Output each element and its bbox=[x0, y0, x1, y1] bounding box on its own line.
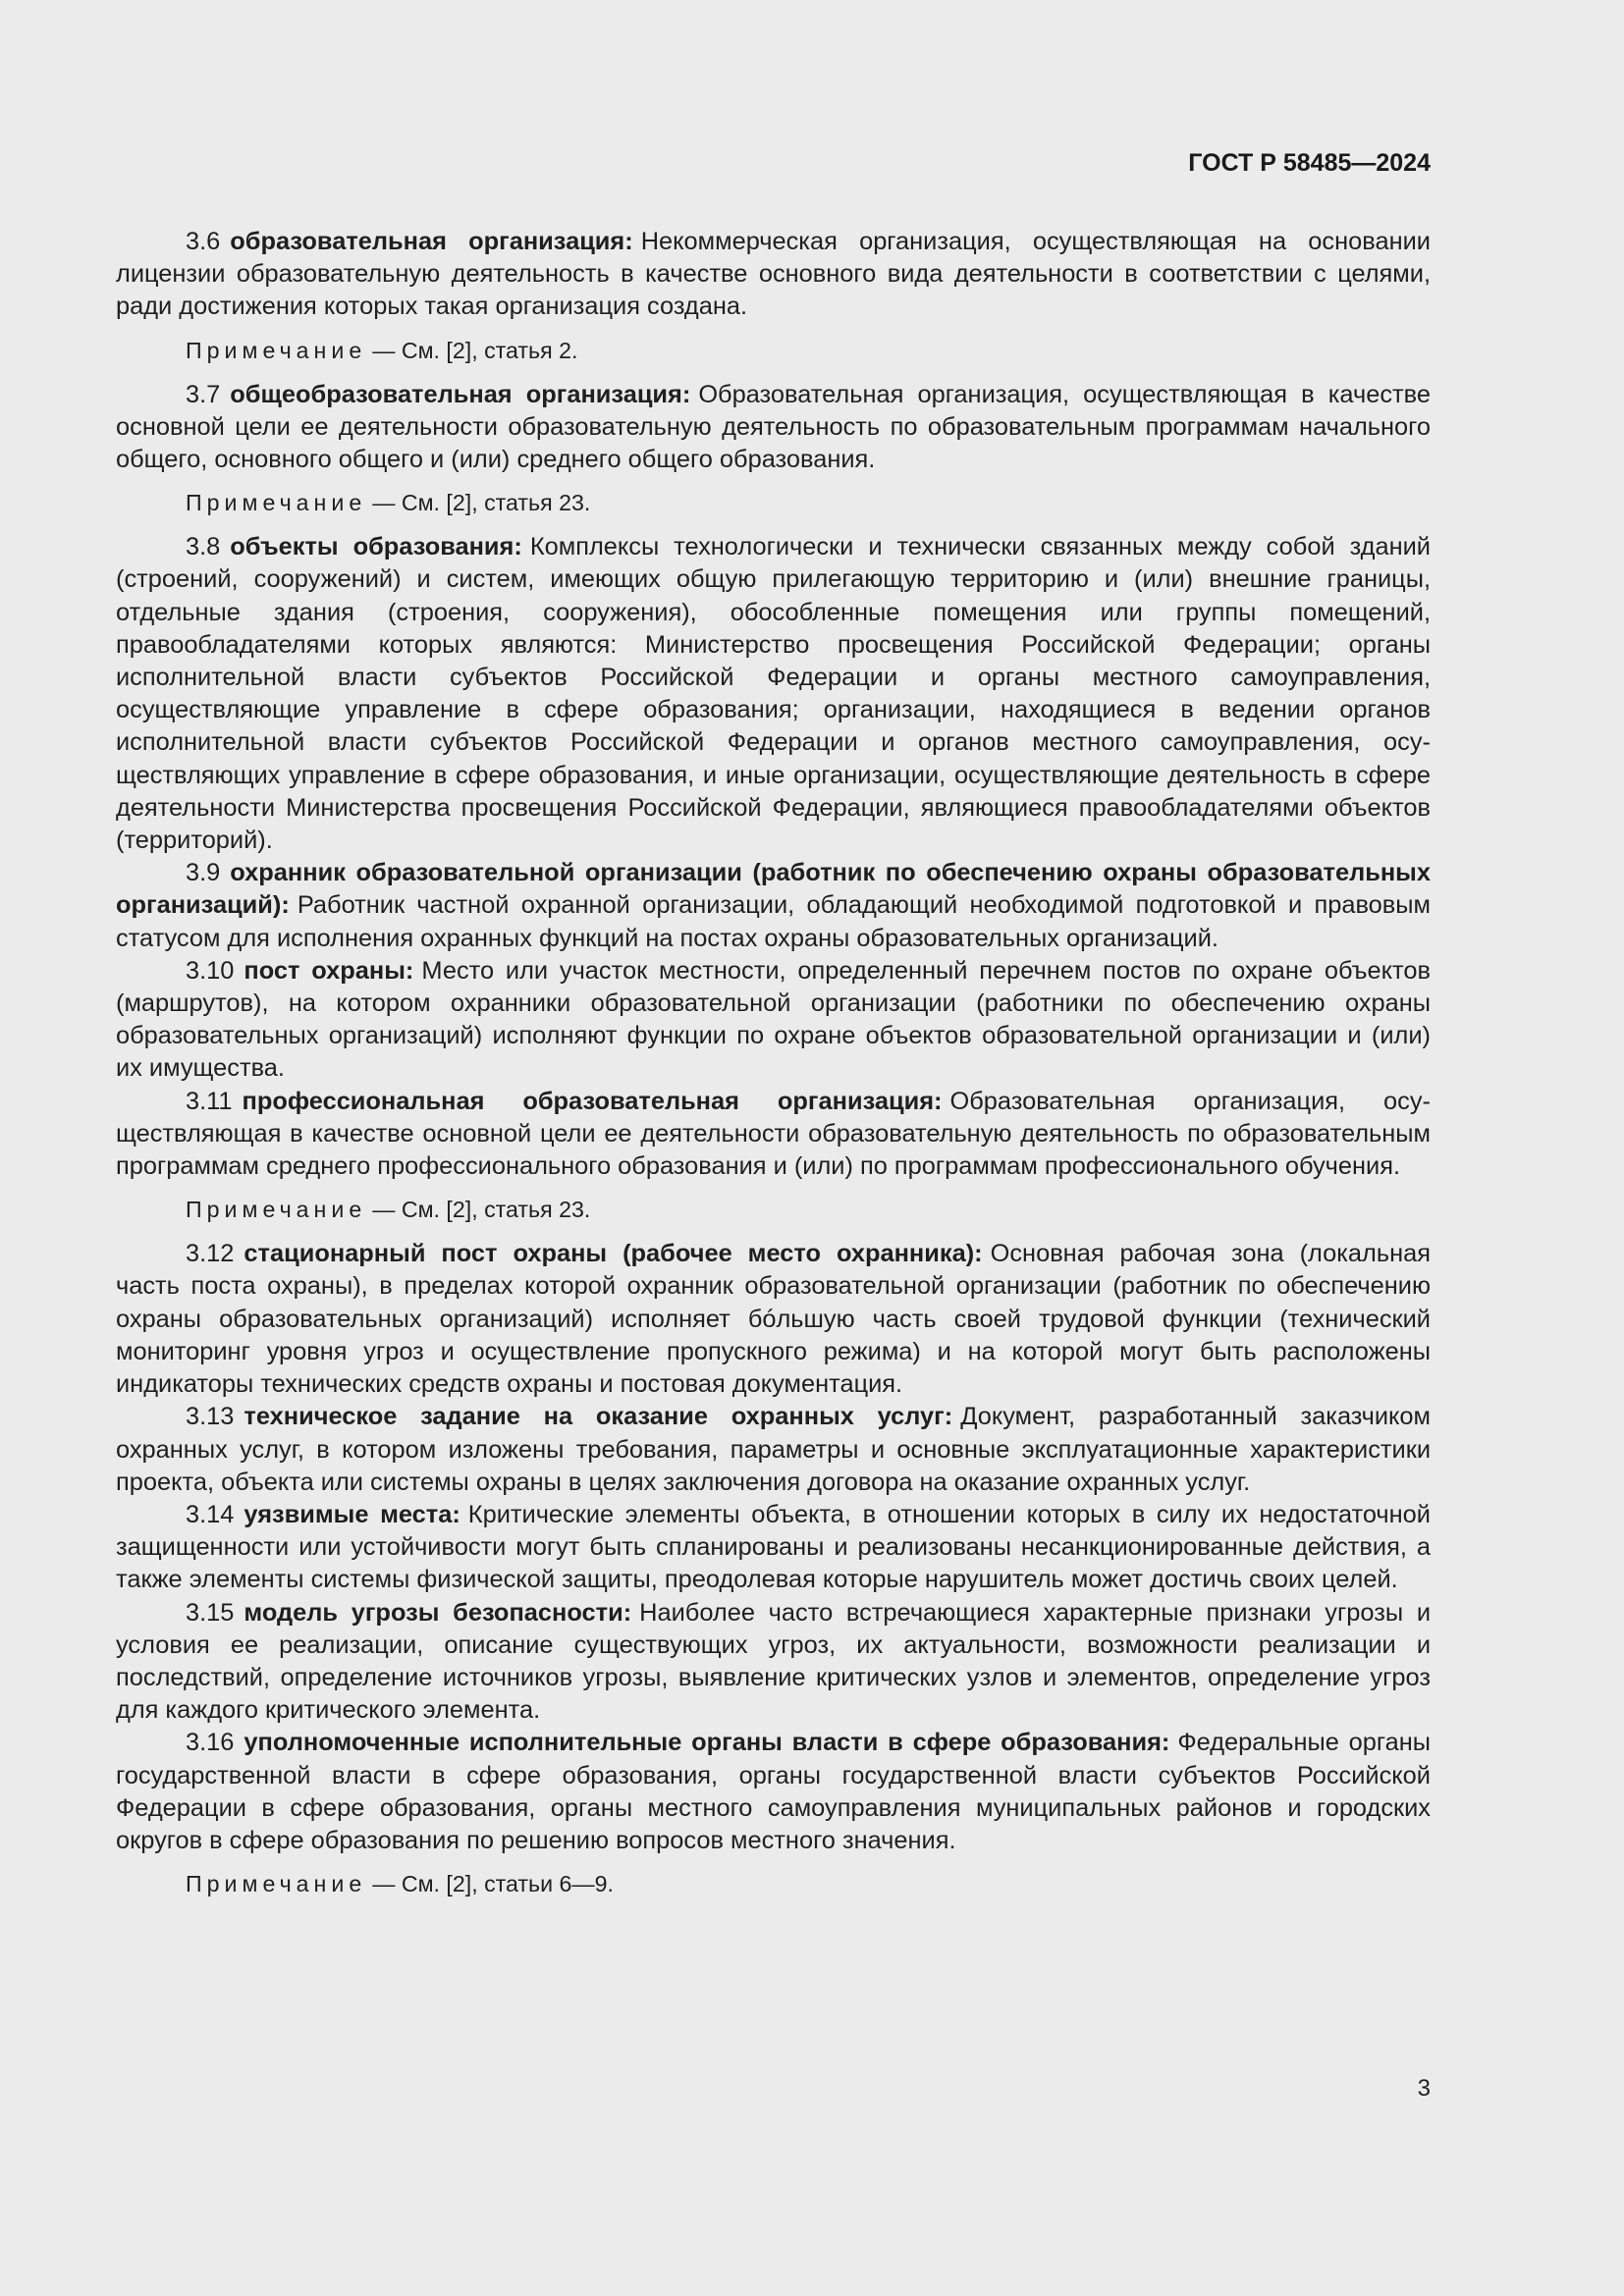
note-3-7 bbox=[116, 487, 1431, 518]
definition-3-13 bbox=[116, 1401, 1431, 1499]
definition-number: 3.13 bbox=[186, 1403, 235, 1431]
definition-term: стационарный пост охраны (рабочее место охранника): bbox=[244, 1240, 983, 1268]
definition-text: Образовательная организация, осуществляющая в качестве основной цели ее деятельности образовательную деятельность по образовательным программам начального общего, основного общего и (или) среднего общего образования. bbox=[116, 380, 1431, 474]
definition-text: Наиболее часто встречающиеся характерные признаки угрозы и условия ее реализации, описание существующих угроз, их актуальности, возможности реализации и последствий, определение источников угрозы, выявление критических узлов и элементов, определение угроз для каждого критического элемента. bbox=[116, 1598, 1431, 1725]
note-label: Примечание bbox=[186, 337, 367, 363]
definition-number: 3.15 bbox=[186, 1598, 235, 1627]
definition-term: техническое задание на оказание охранных услуг: bbox=[244, 1403, 953, 1431]
definition-number: 3.16 bbox=[186, 1729, 235, 1757]
definition-text: Критические элементы объекта, в отношении которых в силу их недостаточной защищенности или устойчивости могут быть спланированы и реализованы несанкционированные действия, а также элементы системы физической защиты, преодолевая которые нарушитель может достичь своих целей. bbox=[116, 1500, 1431, 1594]
note-text: — См. [2], статьи 6—9. bbox=[372, 1871, 614, 1897]
note-label: Примечание bbox=[186, 490, 367, 516]
definition-number: 3.11 bbox=[186, 1087, 233, 1115]
definition-3-8 bbox=[116, 531, 1431, 857]
definition-term: объекты образования: bbox=[230, 533, 522, 561]
definition-number: 3.9 bbox=[186, 859, 221, 887]
definition-number: 3.8 bbox=[186, 533, 221, 561]
definition-text: Некоммерческая организация, осуществляющая на основании лицензии образовательную деятельность в качестве основного вида деятельности в соответствии с целями, ради достижения которых такая организация создана. bbox=[116, 228, 1431, 321]
definition-text: Федеральные органы государственной власти в сфере образования, органы государственной власти субъектов Российской Федерации в сфере образования, органы местного самоуправления муниципальных районов и городских округов в сфере образования по решению вопросов местного значения. bbox=[116, 1729, 1431, 1854]
note-text: — См. [2], статья 23. bbox=[372, 1197, 591, 1223]
definition-term: охранник образовательной организации (работник по обеспечению охраны образовательных организаций): bbox=[116, 859, 1431, 920]
definitions-section bbox=[116, 226, 1431, 1912]
note-label: Примечание bbox=[186, 1871, 367, 1897]
definition-3-10 bbox=[116, 955, 1431, 1086]
definition-text: Основная рабочая зона (локальная часть поста охраны), в пределах которой охранник образовательной организации (работник по обеспечению охраны образовательных организаций) исполняет бóльшую часть своей трудовой функции (технический мониторинг уровня угроз и осуществление пропускного режима) и на которой могут быть расположены индикаторы технических средств охраны и постовая документация. bbox=[116, 1240, 1431, 1399]
definition-3-7 bbox=[116, 379, 1431, 477]
definition-3-14 bbox=[116, 1499, 1431, 1597]
note-text: — См. [2], статья 2. bbox=[372, 337, 578, 363]
definition-text: Место или участок местности, определенный перечнем постов по охране объектов (маршрутов), на котором охранники образовательной организации (работники по обеспечению охраны образовательных организаций) исполняют функции по охране объектов образовательной организации и (или) их имущества. bbox=[116, 956, 1431, 1083]
definition-term: общеобразовательная организация: bbox=[230, 380, 691, 408]
note-3-6 bbox=[116, 335, 1431, 366]
definition-text: Работник частной охранной организации, обладающий необходимой подготовкой и правовым статусом для исполнения охранных функций на постах охраны образовательных организаций. bbox=[116, 891, 1431, 952]
definition-3-12 bbox=[116, 1238, 1431, 1401]
definition-number: 3.12 bbox=[186, 1240, 235, 1268]
document-header: ГОСТ Р 58485—2024 bbox=[1188, 149, 1431, 177]
definition-term: уполномоченные исполнительные органы власти в сфере образования: bbox=[244, 1729, 1170, 1757]
definition-3-16 bbox=[116, 1727, 1431, 1857]
definition-3-9 bbox=[116, 857, 1431, 955]
note-3-11 bbox=[116, 1194, 1431, 1225]
definition-text: Документ, разработанный заказчиком охранных услуг, в котором изложены требования, параметры и основные эксплуатационные характеристики проекта, объекта или системы охраны в целях заключения договора на оказание охранных услуг. bbox=[116, 1403, 1431, 1496]
definition-term: пост охраны: bbox=[244, 956, 414, 985]
definition-number: 3.7 bbox=[186, 380, 221, 408]
note-text: — См. [2], статья 23. bbox=[372, 490, 591, 516]
definition-number: 3.10 bbox=[186, 956, 235, 985]
definition-3-11 bbox=[116, 1086, 1431, 1184]
page-number: 3 bbox=[1417, 2075, 1431, 2102]
note-label: Примечание bbox=[186, 1197, 367, 1223]
definition-term: модель угрозы безопасности: bbox=[244, 1598, 632, 1627]
note-3-16 bbox=[116, 1868, 1431, 1899]
definition-3-15 bbox=[116, 1597, 1431, 1728]
definition-number: 3.6 bbox=[186, 228, 221, 255]
definition-number: 3.14 bbox=[186, 1500, 235, 1528]
definition-term: уязвимые места: bbox=[244, 1500, 460, 1528]
definition-term: образовательная организация: bbox=[230, 228, 633, 255]
definition-term: профессиональная образовательная организация: bbox=[242, 1087, 943, 1115]
definition-text: Образовательная организация, осуществляющая в качестве основной цели ее деятельности образовательную деятельность по образовательным программам среднего профессионального образования и (или) по программам профессионального обучения. bbox=[116, 1087, 1431, 1181]
definition-text: Комплексы технологически и технически связанных между собой зданий (строений, сооружений) и систем, имеющих общую прилегающую территорию и (или) внешние границы, отдельные здания (строения, сооружения), обособленные помещения или группы помещений, правообладателями которых являются: Министерство просвещения Российской Федерации; органы исполнительной власти субъектов Российской Федерации и органы местного самоуправления, осуществляющие управление в сфере образования; организации, находящиеся в ведении органов исполнительной власти субъектов Российской Федерации и органов местного самоуправления, осуществляющих управление в сфере образования, и иные организации, осуществляющие деятельность в сфере деятельности Министерства просвещения Российской Федерации, являющиеся правообладателями объектов (территорий). bbox=[116, 533, 1431, 855]
definition-3-6 bbox=[116, 226, 1431, 324]
